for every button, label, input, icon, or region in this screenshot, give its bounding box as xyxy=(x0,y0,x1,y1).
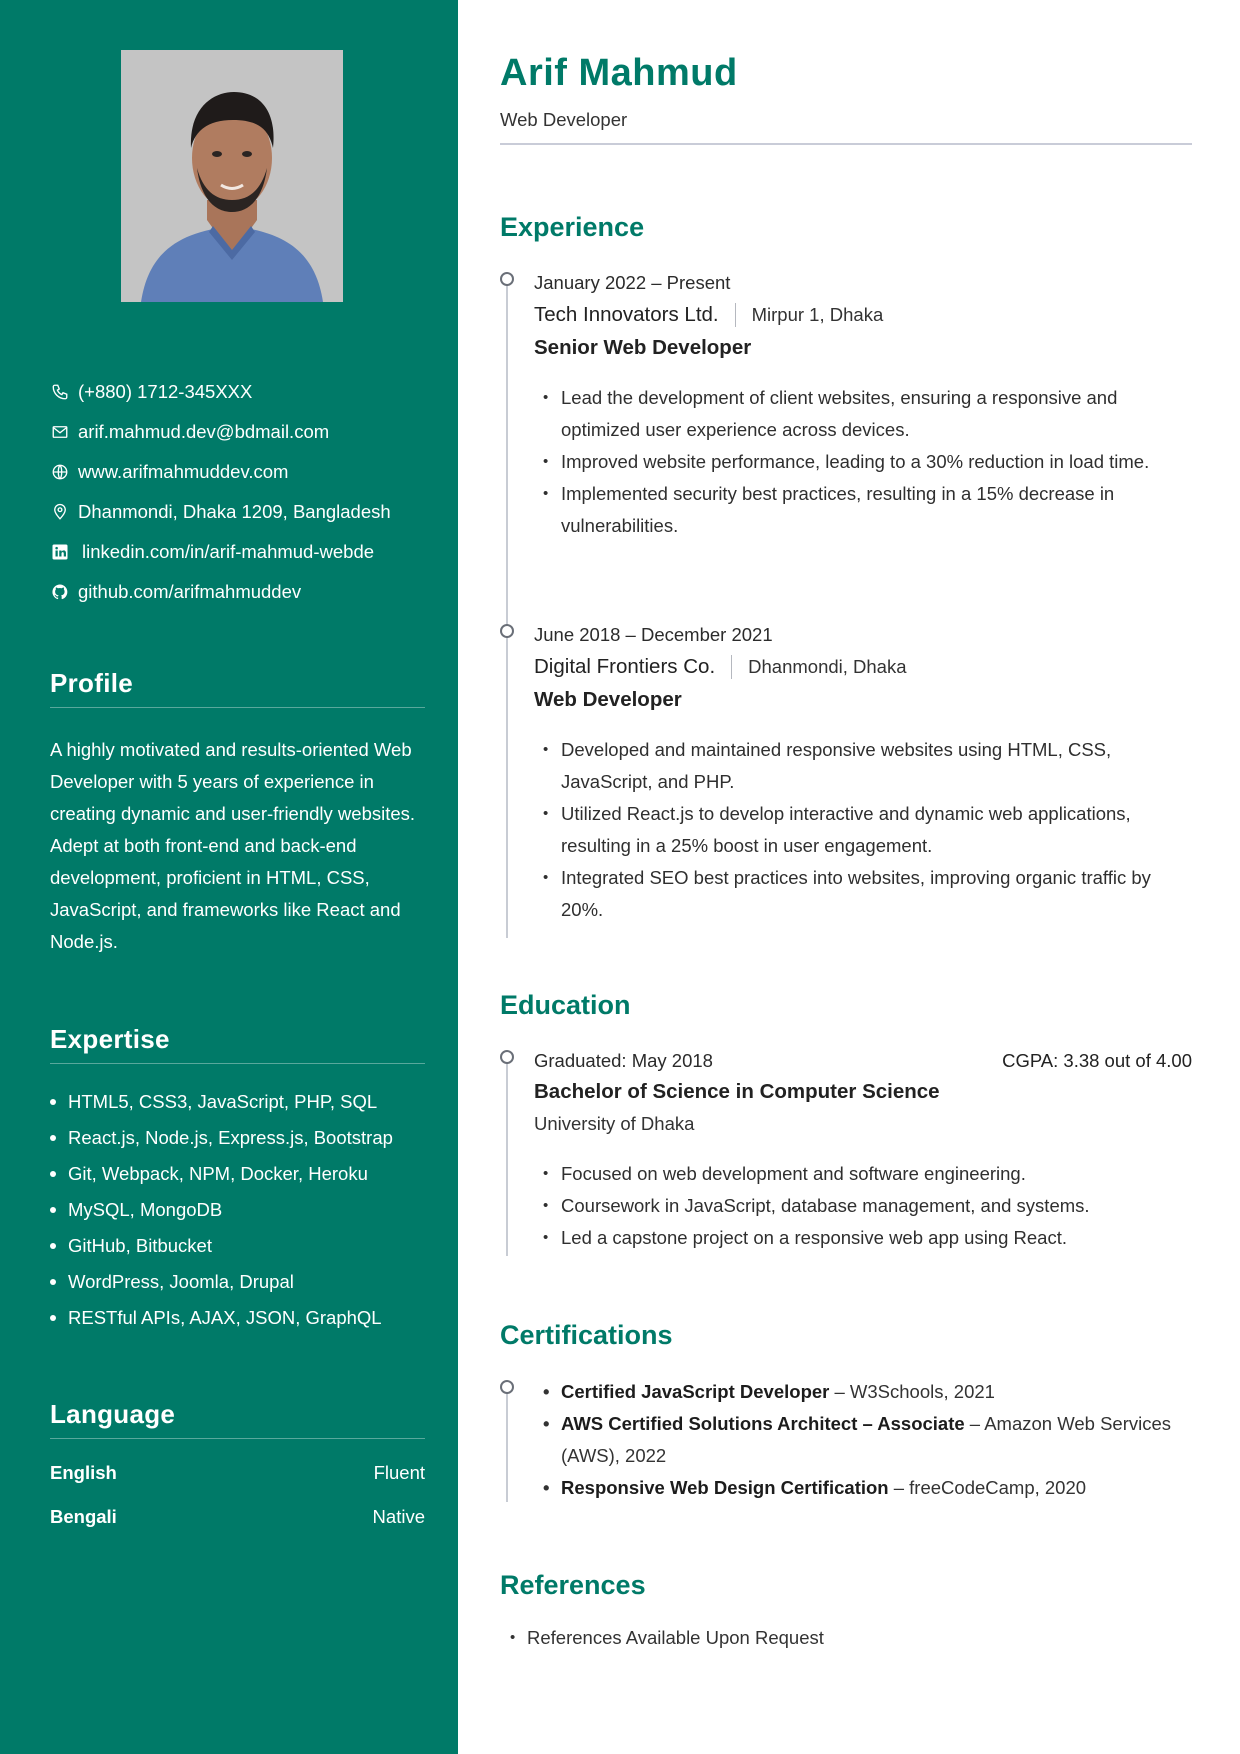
certification-item xyxy=(534,1408,1192,1472)
job-bullet: • Utilized React.js to develop interactive and dynamic web applications, resulting in a 25% boost in user engagement. xyxy=(534,798,1192,862)
education-bullet: • Focused on web development and software engineering. xyxy=(534,1158,1192,1190)
website-text: www.arifmahmuddev.com xyxy=(78,461,289,482)
expertise-item: WordPress, Joomla, Drupal xyxy=(50,1264,425,1300)
education-cgpa: CGPA: 3.38 out of 4.00 xyxy=(1002,1050,1192,1071)
globe-icon xyxy=(50,462,70,482)
expertise-item: React.js, Node.js, Express.js, Bootstrap xyxy=(50,1120,425,1156)
certification-name: Certified JavaScript Developer xyxy=(561,1381,830,1402)
certification-item xyxy=(534,1472,1192,1504)
mail-icon xyxy=(50,422,70,442)
language-name: English xyxy=(50,1462,117,1483)
education-bullet: • Led a capstone project on a responsive web app using React. xyxy=(534,1222,1192,1254)
profile-title: Profile xyxy=(50,668,425,708)
certifications-title: Certifications xyxy=(500,1320,673,1350)
timeline-dot xyxy=(500,624,514,638)
language-level: Fluent xyxy=(373,1462,425,1483)
certification-detail: – freeCodeCamp, 2020 xyxy=(888,1477,1087,1498)
header-divider xyxy=(500,143,1192,145)
contact-linkedin[interactable] xyxy=(50,532,430,572)
contact-phone[interactable] xyxy=(50,372,430,412)
expertise-item: GitHub, Bitbucket xyxy=(50,1228,425,1264)
candidate-name: Arif Mahmud xyxy=(500,52,738,94)
job-bullet: • Lead the development of client websites, ensuring a responsive and optimized user experience across devices. xyxy=(534,382,1192,446)
email-text: arif.mahmud.dev@bdmail.com xyxy=(78,421,330,442)
contact-list xyxy=(50,372,430,612)
language-list xyxy=(50,1451,425,1539)
language-section xyxy=(50,1399,425,1539)
phone-text: (+880) 1712-345XXX xyxy=(78,381,253,402)
education-bullets xyxy=(534,1158,1192,1254)
candidate-role: Web Developer xyxy=(500,109,628,130)
language-name: Bengali xyxy=(50,1506,117,1527)
expertise-item: MySQL, MongoDB xyxy=(50,1192,425,1228)
education-date: Graduated: May 2018 xyxy=(534,1050,713,1071)
job-position: Senior Web Developer xyxy=(534,336,752,359)
education-head xyxy=(534,1046,1192,1076)
timeline-line xyxy=(506,1060,508,1256)
expertise-list xyxy=(50,1084,425,1336)
certification-item xyxy=(534,1376,1192,1408)
job-entry xyxy=(534,268,1192,542)
education-university: University of Dhaka xyxy=(534,1113,695,1134)
github-icon xyxy=(50,582,70,602)
certifications-timeline xyxy=(500,1376,1192,1502)
certifications-entry xyxy=(534,1376,1192,1504)
profile-photo xyxy=(121,50,343,302)
job-position: Web Developer xyxy=(534,688,682,711)
timeline-line xyxy=(506,282,508,938)
address-text: Dhanmondi, Dhaka 1209, Bangladesh xyxy=(78,501,391,522)
certification-name: AWS Certified Solutions Architect – Associate xyxy=(561,1413,965,1434)
linkedin-text: linkedin.com/in/arif-mahmud-webde xyxy=(82,541,375,562)
reference-item: • References Available Upon Request xyxy=(510,1622,824,1654)
job-location: Mirpur 1, Dhaka xyxy=(751,304,884,325)
job-bullets xyxy=(534,382,1192,542)
profile-text: A highly motivated and results-oriented Web Developer with 5 years of experience in creating dynamic and user-friendly websites. Adept at both front-end and back-end development, proficient in HTML, CSS, JavaScript, and frameworks like React and Node.js. xyxy=(50,739,416,952)
contact-website[interactable] xyxy=(50,452,430,492)
certification-name: Responsive Web Design Certification xyxy=(561,1477,889,1498)
linkedin-icon xyxy=(50,542,70,562)
location-pin-icon xyxy=(50,502,70,522)
job-location: Dhanmondi, Dhaka xyxy=(748,656,907,677)
references-title: References xyxy=(500,1570,646,1600)
job-entry xyxy=(534,620,1192,926)
expertise-section xyxy=(50,1024,425,1336)
certification-detail: – W3Schools, 2021 xyxy=(829,1381,995,1402)
experience-title: Experience xyxy=(500,212,645,242)
job-bullet: • Developed and maintained responsive websites using HTML, CSS, JavaScript, and PHP. xyxy=(534,734,1192,798)
expertise-title: Expertise xyxy=(50,1024,425,1064)
job-bullet: • Implemented security best practices, resulting in a 15% decrease in vulnerabilities. xyxy=(534,478,1192,542)
job-bullet: • Integrated SEO best practices into websites, improving organic traffic by 20%. xyxy=(534,862,1192,926)
certification-list xyxy=(534,1376,1192,1504)
certification-detail: – Amazon Web Services (AWS), 2022 xyxy=(561,1413,1172,1466)
contact-github[interactable] xyxy=(50,572,430,612)
job-company-line xyxy=(534,650,1192,684)
expertise-item: RESTful APIs, AJAX, JSON, GraphQL xyxy=(50,1300,425,1336)
timeline-dot xyxy=(500,1050,514,1064)
education-title: Education xyxy=(500,990,631,1020)
language-title: Language xyxy=(50,1399,425,1439)
job-bullets xyxy=(534,734,1192,926)
language-row xyxy=(50,1495,425,1539)
profile-section xyxy=(50,668,425,958)
job-company: Digital Frontiers Co. xyxy=(534,655,716,678)
timeline-dot xyxy=(500,1380,514,1394)
language-row xyxy=(50,1451,425,1495)
education-entry xyxy=(534,1046,1192,1254)
expertise-item: HTML5, CSS3, JavaScript, PHP, SQL xyxy=(50,1084,425,1120)
avatar xyxy=(121,50,343,302)
education-timeline xyxy=(500,1046,1192,1256)
contact-email[interactable] xyxy=(50,412,430,452)
job-bullet: • Improved website performance, leading to a 30% reduction in load time. xyxy=(534,446,1192,478)
references-list xyxy=(510,1622,824,1654)
experience-timeline xyxy=(500,268,1192,928)
company-separator xyxy=(731,655,732,679)
job-company: Tech Innovators Ltd. xyxy=(534,303,719,326)
phone-icon xyxy=(50,382,70,402)
education-degree: Bachelor of Science in Computer Science xyxy=(534,1080,940,1103)
expertise-item: Git, Webpack, NPM, Docker, Heroku xyxy=(50,1156,425,1192)
job-company-line xyxy=(534,298,1192,332)
job-date: January 2022 – Present xyxy=(534,272,731,293)
sidebar xyxy=(0,0,458,1754)
education-bullet: • Coursework in JavaScript, database management, and systems. xyxy=(534,1190,1192,1222)
company-separator xyxy=(735,303,736,327)
timeline-dot xyxy=(500,272,514,286)
contact-address xyxy=(50,492,430,532)
job-date: June 2018 – December 2021 xyxy=(534,624,773,645)
github-text: github.com/arifmahmuddev xyxy=(78,581,302,602)
language-level: Native xyxy=(372,1506,425,1527)
timeline-line xyxy=(506,1390,508,1502)
